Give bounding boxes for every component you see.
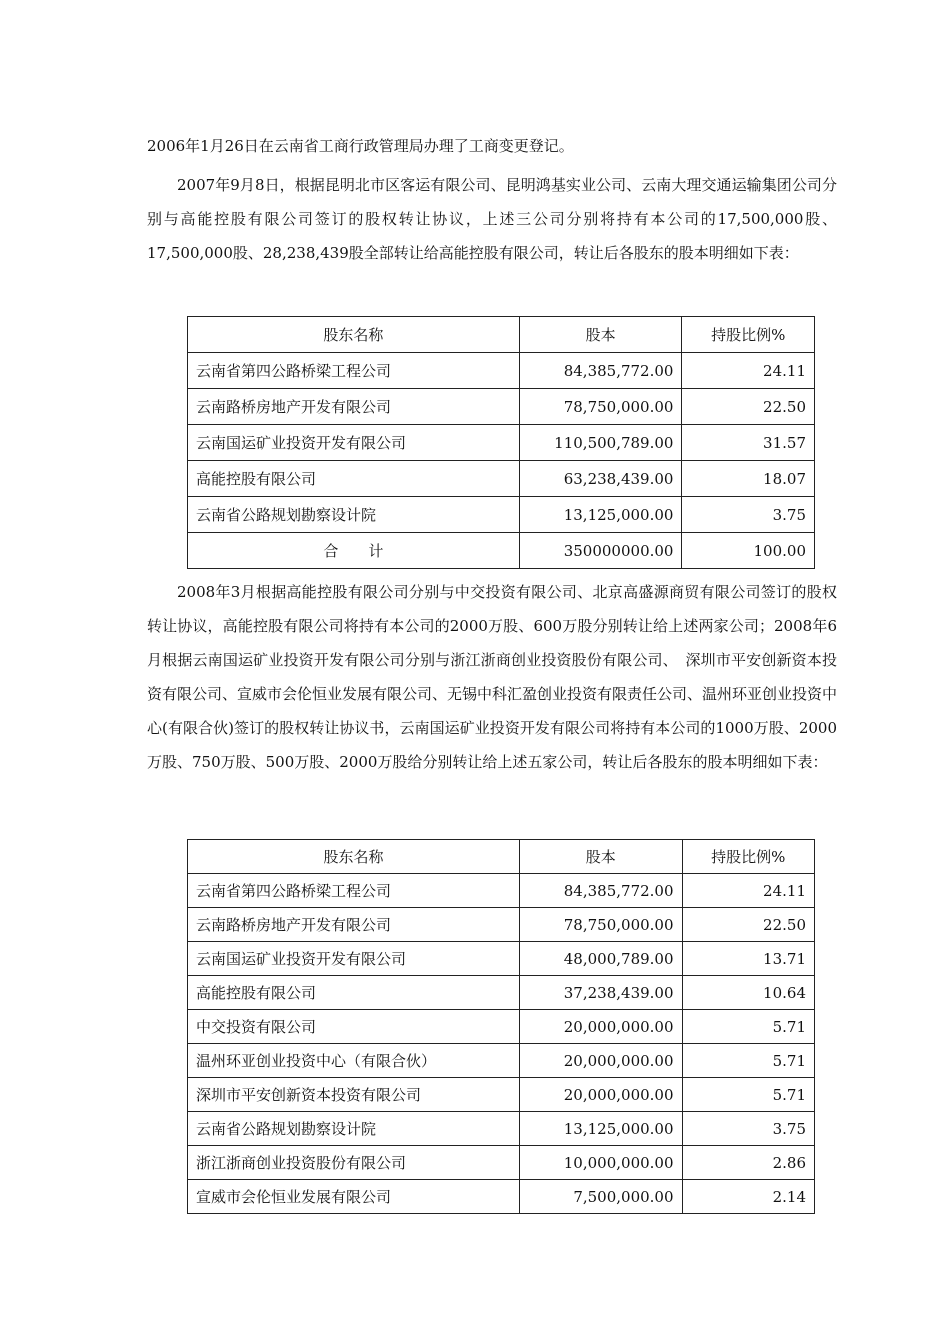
- cell-capital: 84,385,772.00: [520, 874, 683, 908]
- cell-ratio: 10.64: [682, 976, 814, 1010]
- cell-name: 云南省第四公路桥梁工程公司: [188, 353, 520, 389]
- table-header-row: [188, 840, 815, 874]
- cell-ratio: 31.57: [682, 425, 815, 461]
- cell-name: 云南省公路规划勘察设计院: [188, 497, 520, 533]
- table-row: [188, 461, 815, 497]
- cell-name: 温州环亚创业投资中心（有限合伙）: [188, 1044, 520, 1078]
- cell-capital: 84,385,772.00: [519, 353, 682, 389]
- paragraph-2007-transfer: 2007年9月8日，根据昆明北市区客运有限公司、昆明鸿基实业公司、云南大理交通运输集团公司分别与高能控股有限公司签订的股权转让协议，上述三公司分别将持有本公司的17,500,000股、 17,500,000股、28,238,439股全部转让给高能控股有限公司，转让后各股东的股本明细如下表：: [147, 176, 837, 262]
- table-row: [188, 1078, 815, 1112]
- cell-ratio: 3.75: [682, 1112, 814, 1146]
- cell-name: 高能控股有限公司: [188, 976, 520, 1010]
- cell-name: 浙江浙商创业投资股份有限公司: [188, 1146, 520, 1180]
- cell-name: 云南省第四公路桥梁工程公司: [188, 874, 520, 908]
- cell-name: 云南省公路规划勘察设计院: [188, 1112, 520, 1146]
- cell-ratio: 5.71: [682, 1078, 814, 1112]
- cell-ratio: 2.86: [682, 1146, 814, 1180]
- cell-capital: 63,238,439.00: [519, 461, 682, 497]
- header-share-ratio: 持股比例%: [682, 317, 815, 353]
- cell-capital: 13,125,000.00: [519, 497, 682, 533]
- cell-total-capital: 350000000.00: [519, 533, 682, 569]
- shareholder-table-2007: [187, 316, 815, 569]
- cell-name: 宣威市会伦恒业发展有限公司: [188, 1180, 520, 1214]
- cell-ratio: 13.71: [682, 942, 814, 976]
- header-share-capital: 股本: [520, 840, 683, 874]
- table-row: [188, 1180, 815, 1214]
- cell-capital: 20,000,000.00: [520, 1044, 683, 1078]
- cell-capital: 20,000,000.00: [520, 1078, 683, 1112]
- table-row: [188, 1112, 815, 1146]
- paragraph-2008-transfer: 2008年3月根据高能控股有限公司分别与中交投资有限公司、北京高盛源商贸有限公司签订的股权转让协议，高能控股有限公司将持有本公司的2000万股、600万股分别转让给上述两家公司；2008年6月根据云南国运矿业投资开发有限公司分别与浙江浙商创业投资股份有限公司、 深圳市平安创新资本投资有限公司、宣威市会伦恒业发展有限公司、无锡中科汇盈创业投资有限责任公司、温州环亚创业投资中心(有限合伙)签订的股权转让协议书，云南国运矿业投资开发有限公司将持有本公司的1000万股、2000万股、750万股、500万股、2000万股给分别转让给上述五家公司，转让后各股东的股本明细如下表：: [147, 583, 838, 771]
- header-share-ratio: 持股比例%: [682, 840, 814, 874]
- cell-ratio: 3.75: [682, 497, 815, 533]
- cell-ratio: 24.11: [682, 874, 814, 908]
- cell-capital: 110,500,789.00: [519, 425, 682, 461]
- cell-name: 中交投资有限公司: [188, 1010, 520, 1044]
- table-total-row: [188, 533, 815, 569]
- cell-name: 深圳市平安创新资本投资有限公司: [188, 1078, 520, 1112]
- table-row: [188, 497, 815, 533]
- table-row: [188, 1010, 815, 1044]
- cell-name: 云南国运矿业投资开发有限公司: [188, 425, 520, 461]
- table-row: [188, 942, 815, 976]
- table-row: [188, 874, 815, 908]
- cell-name: 云南国运矿业投资开发有限公司: [188, 942, 520, 976]
- cell-ratio: 24.11: [682, 353, 815, 389]
- cell-name: 云南路桥房地产开发有限公司: [188, 389, 520, 425]
- cell-capital: 78,750,000.00: [519, 389, 682, 425]
- paragraph-registration: 2006年1月26日在云南省工商行政管理局办理了工商变更登记。: [147, 137, 574, 155]
- cell-capital: 20,000,000.00: [520, 1010, 683, 1044]
- cell-ratio: 2.14: [682, 1180, 814, 1214]
- table-row: [188, 389, 815, 425]
- cell-ratio: 22.50: [682, 389, 815, 425]
- table-header-row: [188, 317, 815, 353]
- cell-ratio: 5.71: [682, 1010, 814, 1044]
- header-share-capital: 股本: [519, 317, 682, 353]
- cell-name: 云南路桥房地产开发有限公司: [188, 908, 520, 942]
- cell-total-ratio: 100.00: [682, 533, 815, 569]
- cell-ratio: 18.07: [682, 461, 815, 497]
- cell-capital: 7,500,000.00: [520, 1180, 683, 1214]
- header-shareholder-name: 股东名称: [188, 317, 520, 353]
- table-row: [188, 1146, 815, 1180]
- table-row: [188, 1044, 815, 1078]
- cell-capital: 48,000,789.00: [520, 942, 683, 976]
- cell-capital: 37,238,439.00: [520, 976, 683, 1010]
- shareholder-table-2008: [187, 839, 815, 1214]
- cell-name: 高能控股有限公司: [188, 461, 520, 497]
- table-row: [188, 425, 815, 461]
- cell-capital: 78,750,000.00: [520, 908, 683, 942]
- cell-ratio: 22.50: [682, 908, 814, 942]
- cell-capital: 13,125,000.00: [520, 1112, 683, 1146]
- cell-capital: 10,000,000.00: [520, 1146, 683, 1180]
- header-shareholder-name: 股东名称: [188, 840, 520, 874]
- table-row: [188, 353, 815, 389]
- table-row: [188, 908, 815, 942]
- cell-ratio: 5.71: [682, 1044, 814, 1078]
- cell-total-label: 合 计: [188, 533, 520, 569]
- table-row: [188, 976, 815, 1010]
